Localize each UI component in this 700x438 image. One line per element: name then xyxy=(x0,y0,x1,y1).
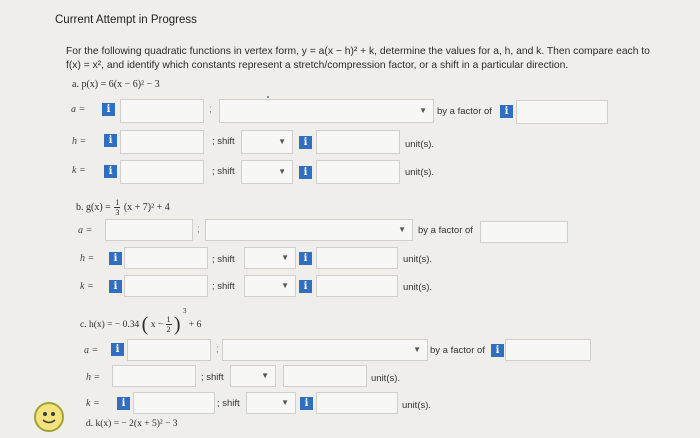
part-c-label xyxy=(80,307,201,336)
chevron-down-icon: ▼ xyxy=(278,137,286,147)
part-c-by-factor-label: by a factor of xyxy=(430,345,485,356)
part-c-frac-den: 2 xyxy=(166,325,171,335)
part-c-a-input[interactable] xyxy=(127,339,211,361)
part-c-h-label: h = xyxy=(86,372,101,383)
part-b-h-units-input[interactable] xyxy=(316,247,398,269)
part-b-a-input[interactable] xyxy=(105,219,193,241)
part-c-a-label: a = xyxy=(84,345,99,356)
info-icon[interactable]: i xyxy=(104,165,117,178)
part-a-h-shift-label: ; shift xyxy=(212,136,235,147)
part-c-k-label: k = xyxy=(86,398,100,409)
chevron-down-icon: ▼ xyxy=(281,281,289,291)
chevron-down-icon: ▼ xyxy=(281,253,289,263)
chevron-down-icon: ▼ xyxy=(413,345,421,355)
part-b-a-label: a = xyxy=(78,225,93,236)
part-b-k-shift-label: ; shift xyxy=(212,281,235,292)
chevron-down-icon: ▼ xyxy=(281,398,289,408)
part-c-h-input[interactable] xyxy=(112,365,196,387)
info-icon[interactable]: i xyxy=(299,252,312,265)
chevron-down-icon: ▼ xyxy=(398,225,406,235)
info-icon[interactable]: i xyxy=(102,103,115,116)
instructions-line-2: f(x) = x², and identify which constants represent a stretch/compression factor, or a shift in a particular direction. xyxy=(66,60,569,71)
part-b-label-suffix: (x + 7)² + 4 xyxy=(123,201,170,213)
part-c-x-minus: x − xyxy=(150,320,166,330)
part-b-k-units-label: unit(s). xyxy=(403,282,433,293)
chevron-down-icon: ▼ xyxy=(278,167,286,177)
info-icon[interactable]: i xyxy=(104,134,117,147)
info-icon[interactable]: i xyxy=(111,343,124,356)
part-b-label-prefix: b. g(x) = xyxy=(76,201,114,213)
part-a-h-input[interactable] xyxy=(120,130,204,154)
part-b-frac-den: 3 xyxy=(115,208,120,217)
part-a-label: a. p(x) = 6(x − 6)² − 3 xyxy=(72,79,160,90)
part-a-factor-input[interactable] xyxy=(516,100,608,124)
chevron-down-icon: ▼ xyxy=(419,106,427,116)
part-b-factor-input[interactable] xyxy=(480,221,568,243)
part-a-semicolon: ; xyxy=(209,104,212,115)
part-c-paren-close: ) xyxy=(173,313,181,336)
part-b-fraction xyxy=(114,198,120,217)
part-c-fraction xyxy=(166,315,172,334)
info-icon[interactable]: i xyxy=(299,166,312,179)
instructions-line-1: For the following quadratic functions in vertex form, y = a(x − h)² + k, determine the values for a, h, and k. Then compare each to xyxy=(66,46,650,57)
part-a-a-label: a = xyxy=(71,104,86,115)
part-c-exponent: 3 xyxy=(182,307,187,315)
part-b-k-label: k = xyxy=(80,281,94,292)
chevron-down-icon: ▼ xyxy=(261,371,269,381)
part-b-k-direction-select[interactable] xyxy=(244,275,296,297)
part-a-k-shift-label: ; shift xyxy=(212,166,235,177)
part-b-by-factor-label: by a factor of xyxy=(418,225,473,236)
part-a-h-label: h = xyxy=(72,136,87,147)
helper-icon[interactable] xyxy=(34,402,64,432)
part-a-k-label: k = xyxy=(72,165,86,176)
part-a-a-type-select[interactable] xyxy=(219,99,434,123)
part-c-k-direction-select[interactable] xyxy=(246,392,296,414)
part-a-h-units-input[interactable] xyxy=(316,130,400,154)
decorative-dot xyxy=(267,96,269,98)
part-b-label xyxy=(76,198,170,217)
part-b-k-input[interactable] xyxy=(124,275,208,297)
part-c-factor-input[interactable] xyxy=(505,339,591,361)
part-a-k-direction-select[interactable] xyxy=(241,160,293,184)
part-c-a-type-select[interactable] xyxy=(222,339,428,361)
part-c-k-input[interactable] xyxy=(133,392,215,414)
info-icon[interactable]: i xyxy=(491,344,504,357)
info-icon[interactable]: i xyxy=(109,280,122,293)
part-c-k-shift-label: ; shift xyxy=(217,398,240,409)
part-c-frac-num: 1 xyxy=(166,315,171,325)
part-a-k-units-label: unit(s). xyxy=(405,167,435,178)
info-icon[interactable]: i xyxy=(299,280,312,293)
part-a-by-factor-label: by a factor of xyxy=(437,106,492,117)
part-b-semicolon: ; xyxy=(197,224,200,235)
part-b-h-direction-select[interactable] xyxy=(244,247,296,269)
part-c-semicolon: ; xyxy=(216,344,219,355)
part-b-h-shift-label: ; shift xyxy=(212,254,235,265)
part-b-h-input[interactable] xyxy=(124,247,208,269)
part-b-h-units-label: unit(s). xyxy=(403,254,433,265)
info-icon[interactable]: i xyxy=(109,252,122,265)
info-icon[interactable]: i xyxy=(117,397,130,410)
part-c-h-shift-label: ; shift xyxy=(201,372,224,383)
page-title: Current Attempt in Progress xyxy=(55,14,197,26)
part-a-k-units-input[interactable] xyxy=(316,160,400,184)
part-b-a-type-select[interactable] xyxy=(205,219,413,241)
part-c-h-direction-select[interactable] xyxy=(230,365,276,387)
helper-face-icon xyxy=(36,404,62,430)
part-d-label: d. k(x) = − 2(x + 5)² − 3 xyxy=(86,419,178,429)
part-c-label-prefix: c. h(x) = − 0.34 xyxy=(80,320,140,330)
part-a-k-input[interactable] xyxy=(120,160,204,184)
part-c-h-units-input[interactable] xyxy=(283,365,367,387)
info-icon[interactable]: i xyxy=(299,136,312,149)
part-c-paren-open: ( xyxy=(141,313,149,336)
part-a-h-direction-select[interactable] xyxy=(241,130,293,154)
part-c-k-units-label: unit(s). xyxy=(402,400,432,411)
instructions xyxy=(66,45,666,73)
part-a-h-units-label: unit(s). xyxy=(405,139,435,150)
part-c-k-units-input[interactable] xyxy=(316,392,398,414)
part-b-k-units-input[interactable] xyxy=(316,275,398,297)
part-b-frac-num: 1 xyxy=(115,198,120,207)
part-a-a-input[interactable] xyxy=(120,99,204,123)
info-icon[interactable]: i xyxy=(500,105,513,118)
part-c-h-units-label: unit(s). xyxy=(371,373,401,384)
part-b-h-label: h = xyxy=(80,253,95,264)
info-icon[interactable]: i xyxy=(300,397,313,410)
part-c-label-suffix: + 6 xyxy=(188,320,202,330)
